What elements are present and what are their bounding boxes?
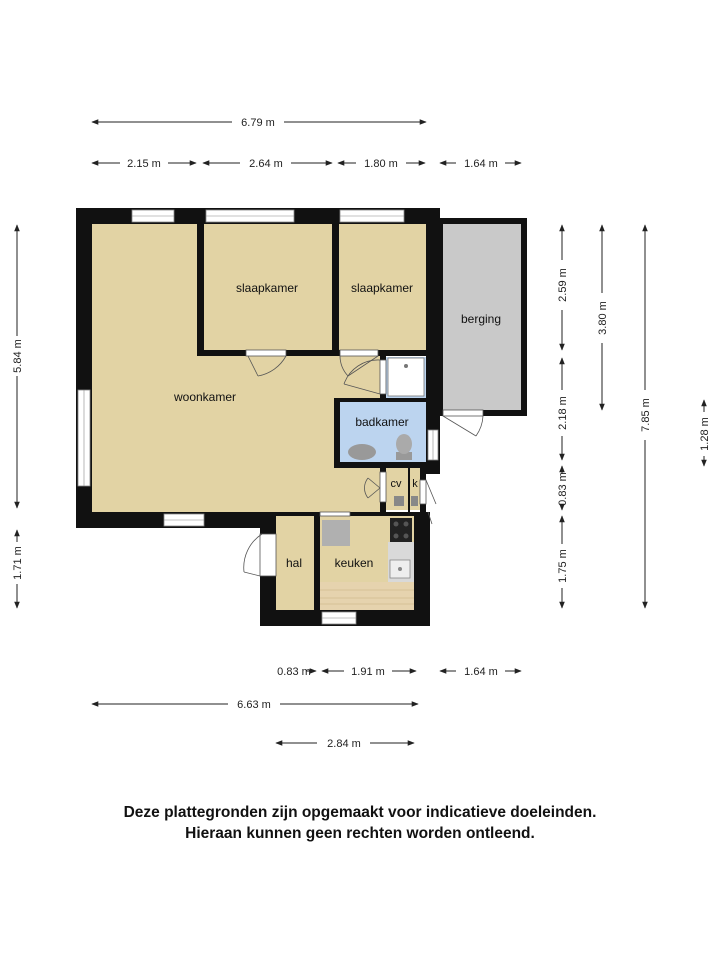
k-unit [411, 496, 418, 506]
dim-right-total: 7.85 m [640, 398, 652, 432]
disclaimer-line-2: Hieraan kunnen geen rechten worden ontleend. [185, 825, 535, 842]
dim-right-berging: 3.80 m [597, 301, 609, 335]
cv-boiler [394, 496, 404, 506]
dim-right-d: 1.75 m [557, 549, 569, 583]
stove [390, 518, 412, 542]
dim-top-total: 6.79 m [241, 117, 275, 129]
label-berging: berging [460, 312, 502, 326]
dim-top-c: 1.80 m [364, 158, 398, 170]
dim-top-d: 1.64 m [464, 158, 498, 170]
dim-right-c: 0.83 m [557, 472, 569, 506]
dim-bottom-b: 1.91 m [351, 666, 385, 678]
bath-sink [348, 444, 376, 460]
dim-left-upper: 5.84 m [12, 339, 24, 373]
dim-top-a: 2.15 m [127, 158, 161, 170]
label-hal: hal [285, 556, 303, 570]
dim-bottom-keuken: 2.84 m [327, 738, 361, 750]
label-woonkamer: woonkamer [173, 390, 237, 404]
label-slaapkamer-2: slaapkamer [350, 281, 414, 295]
dim-bottom-total: 6.63 m [237, 699, 271, 711]
dim-right-a: 2.59 m [557, 268, 569, 302]
disclaimer-line-1: Deze plattegronden zijn opgemaakt voor indicatieve doeleinden. [123, 804, 597, 821]
floor-keuken-wood [320, 582, 414, 610]
label-keuken: keuken [334, 556, 374, 570]
shower-tray [388, 358, 424, 396]
kitchen-table [322, 520, 350, 546]
label-slaapkamer-1: slaapkamer [235, 281, 299, 295]
dim-bottom-c: 1.64 m [464, 666, 498, 678]
dim-left-lower: 1.71 m [12, 546, 24, 580]
label-k: k [412, 478, 418, 490]
dim-bottom-a: 0.83 m [277, 666, 311, 678]
dim-top-b: 2.64 m [249, 158, 283, 170]
floors [92, 224, 521, 610]
dim-right-far: 1.28 m [699, 417, 711, 451]
label-badkamer: badkamer [355, 415, 409, 429]
dim-right-b: 2.18 m [557, 396, 569, 430]
label-cv: cv [390, 478, 402, 490]
